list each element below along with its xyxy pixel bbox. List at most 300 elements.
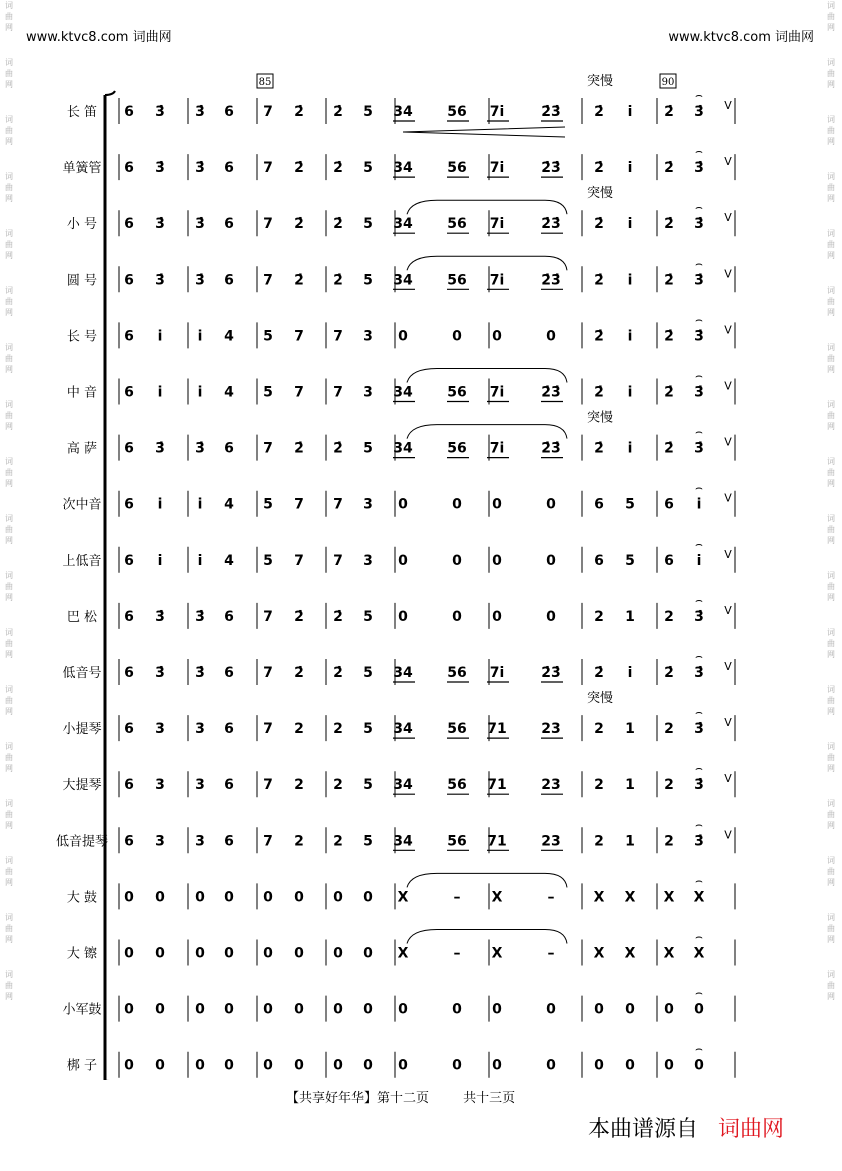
note: 0: [694, 1001, 704, 1018]
note: i: [197, 552, 203, 569]
note: 0: [398, 1057, 408, 1074]
note: 0: [263, 889, 273, 906]
instrument-name: 长 号: [66, 329, 98, 345]
note: 3̇: [155, 272, 165, 289]
instrument-name: 大 镲: [66, 946, 98, 962]
note: 7: [263, 160, 273, 177]
note: 0: [333, 945, 343, 962]
note: 34: [393, 721, 413, 738]
breath-mark: V: [724, 772, 732, 786]
note: 2̇: [664, 328, 674, 345]
note: 3̇: [195, 665, 205, 681]
breath-mark: V: [724, 660, 732, 673]
instrument-name: 圆 号: [66, 273, 98, 289]
note: 2̇: [294, 665, 304, 681]
note: 34: [393, 104, 413, 120]
note: 7i: [489, 216, 505, 233]
rehearsal-mark-90: 90: [661, 77, 675, 88]
instrument-name: 大 鼓: [66, 890, 98, 906]
tempo-marking: 突慢: [586, 186, 614, 202]
note: i: [696, 496, 702, 513]
note: 6: [224, 608, 234, 625]
note: 0: [155, 945, 165, 962]
note: 0: [195, 1057, 205, 1074]
note: 0: [263, 945, 273, 962]
note: 34: [393, 272, 413, 289]
note: 5: [263, 384, 273, 401]
note: 0: [263, 1001, 273, 1018]
note: 2̇: [664, 440, 674, 457]
note: 56: [447, 384, 467, 401]
note: X: [593, 945, 605, 962]
note: 0: [224, 889, 234, 906]
note: i: [627, 160, 633, 177]
note: 6: [224, 160, 234, 177]
watermark-glyph: 词 曲 网: [827, 514, 835, 545]
note: 71: [487, 833, 507, 850]
fermata-mark: ⌢: [695, 368, 703, 383]
note: 6: [224, 665, 234, 681]
watermark-glyph: 词 曲 网: [827, 172, 835, 203]
note: 71: [487, 721, 507, 738]
instrument-name: 上低音: [62, 553, 102, 569]
note: 34: [393, 216, 413, 233]
tempo-marking: 突慢: [586, 74, 614, 89]
note: 5: [363, 272, 373, 289]
note: 2̇: [594, 104, 604, 120]
fermata-mark: ⌢: [695, 424, 703, 439]
note: i: [197, 384, 203, 401]
note: 2̇: [664, 665, 674, 681]
instrument-name: 单簧管: [62, 161, 102, 177]
note: 2̇3̇: [541, 216, 561, 233]
note: 6: [224, 272, 234, 289]
note: 0: [195, 889, 205, 906]
note: 5: [263, 496, 273, 513]
fermata-mark: ⌢: [695, 256, 703, 271]
note: i: [627, 440, 633, 457]
note: 5: [263, 328, 273, 345]
note: X: [397, 889, 409, 906]
breath-mark: V: [724, 379, 732, 393]
note: 56: [447, 721, 467, 738]
instrument-name: 低音号: [62, 666, 102, 681]
note: i: [157, 552, 163, 569]
note: 2̇: [294, 104, 304, 120]
breath-mark: V: [724, 323, 732, 337]
note: 3̇: [694, 721, 704, 738]
slur-phrase: [407, 200, 567, 214]
note: 2̇: [664, 104, 674, 120]
note: 0: [492, 1057, 502, 1074]
note: 3̇: [195, 104, 205, 120]
note: 7: [263, 104, 273, 120]
note: 7i: [489, 665, 505, 681]
note: 0: [546, 1001, 556, 1018]
breath-mark: V: [724, 716, 732, 730]
credit-brand-link[interactable]: 词曲网: [718, 1117, 785, 1142]
note: 5: [625, 552, 635, 569]
breath-mark: V: [724, 491, 732, 505]
note: 7: [263, 833, 273, 850]
note: 2: [333, 833, 343, 850]
note: 3: [155, 721, 165, 738]
credit-text: 本曲谱源自: [588, 1117, 699, 1142]
note: 0: [363, 945, 373, 962]
note: 3̇: [694, 160, 704, 177]
note: 0: [452, 1001, 462, 1018]
note: 2̇: [594, 160, 604, 177]
watermark-glyph: 词 曲 网: [5, 742, 13, 773]
note: 2: [333, 777, 343, 794]
note: 2̇: [333, 216, 343, 233]
note: 0: [546, 552, 556, 569]
note: 6: [124, 104, 134, 120]
instrument-name: 巴 松: [66, 609, 98, 625]
note: 6: [124, 721, 134, 738]
note: 56: [447, 104, 467, 120]
fermata-mark: ⌢: [695, 144, 703, 159]
note: 2̇: [333, 160, 343, 177]
note: 0: [546, 1057, 556, 1074]
note: 2: [594, 608, 604, 625]
fermata-mark: ⌢: [695, 536, 703, 551]
instrument-name: 小 号: [66, 217, 98, 233]
note: 0: [195, 945, 205, 962]
note: 2̇: [594, 328, 604, 345]
note: 2̇3̇: [541, 160, 561, 177]
note: 6: [664, 552, 674, 569]
watermark-glyph: 词 曲 网: [5, 1, 13, 32]
note: 0: [224, 1057, 234, 1074]
note: –: [547, 945, 555, 962]
note: X: [491, 889, 503, 906]
note: 3̇: [155, 104, 165, 120]
note: X: [491, 945, 503, 962]
fermata-mark: ⌢: [695, 985, 703, 1000]
watermark-glyph: 词 曲 网: [5, 400, 13, 431]
note: 7: [333, 384, 343, 401]
note: 5: [363, 216, 373, 233]
note: 7: [294, 496, 304, 513]
note: 0: [452, 608, 462, 625]
note: 5: [363, 665, 373, 681]
note: X: [624, 889, 636, 906]
note: 3̇: [694, 272, 704, 289]
note: 0: [452, 552, 462, 569]
watermark-glyph: 词 曲 网: [827, 400, 835, 431]
note: 3̇: [694, 216, 704, 233]
note: 2̇: [594, 272, 604, 289]
note: 34: [393, 384, 413, 401]
note: 5: [363, 833, 373, 850]
watermark-glyph: 词 曲 网: [5, 799, 13, 830]
footer-title: 【共享好年华】第十二页: [286, 1091, 430, 1106]
note: 5: [263, 552, 273, 569]
note: 4: [224, 552, 234, 569]
slur-phrase: [407, 425, 567, 439]
note: 3̇: [155, 665, 165, 681]
instrument-name: 次中音: [62, 497, 102, 513]
note: 2: [294, 721, 304, 738]
note: 56: [447, 216, 467, 233]
watermark-glyph: 词 曲 网: [5, 457, 13, 488]
note: 1: [625, 721, 635, 738]
note: 4: [224, 328, 234, 345]
note: X: [624, 945, 636, 962]
note: 23: [541, 833, 561, 850]
note: 0: [333, 1001, 343, 1018]
note: 56: [447, 160, 467, 177]
note: i: [627, 104, 633, 120]
note: 2̇: [294, 440, 304, 457]
watermark-glyph: 词 曲 网: [5, 970, 13, 1001]
watermark-glyph: 词 曲 网: [5, 571, 13, 602]
slur-phrase: [407, 256, 567, 270]
note: 2̇3̇: [541, 272, 561, 289]
note: 3̇: [195, 608, 205, 625]
note: 7: [263, 777, 273, 794]
note: 2̇3̇: [541, 665, 561, 681]
instrument-name: 小提琴: [62, 722, 102, 738]
note: 0: [492, 1001, 502, 1018]
note: 23: [541, 777, 561, 794]
note: –: [453, 945, 461, 962]
note: 0: [124, 889, 134, 906]
watermark-glyph: 词 曲 网: [827, 970, 835, 1001]
note: 3: [155, 833, 165, 850]
note: 0: [594, 1001, 604, 1018]
note: 7: [333, 496, 343, 513]
note: 0: [625, 1001, 635, 1018]
note: 6: [224, 104, 234, 120]
fermata-mark: ⌢: [695, 761, 703, 776]
fermata-mark: ⌢: [695, 312, 703, 327]
note: 34: [393, 440, 413, 457]
note: i: [197, 496, 203, 513]
note: 0: [155, 1001, 165, 1018]
note: 2: [294, 833, 304, 850]
slur-phrase: [407, 873, 567, 887]
note: 0: [546, 496, 556, 513]
note: 0: [333, 889, 343, 906]
note: 2̇: [664, 272, 674, 289]
note: i: [157, 496, 163, 513]
instrument-name: 长 笛: [66, 105, 98, 120]
note: 3: [155, 777, 165, 794]
note: i: [627, 665, 633, 681]
note: 3̇: [694, 104, 704, 120]
watermark-glyph: 词 曲 网: [5, 628, 13, 659]
watermark-glyph: 词 曲 网: [5, 913, 13, 944]
note: 2̇: [294, 160, 304, 177]
note: 0: [294, 1057, 304, 1074]
note: 3: [363, 384, 373, 401]
note: 0: [625, 1057, 635, 1074]
note: 3̇: [155, 440, 165, 457]
note: 34: [393, 160, 413, 177]
note: 2̇3̇: [541, 384, 561, 401]
page-footer: [286, 1087, 545, 1106]
note: 6: [124, 272, 134, 289]
note: 56: [447, 440, 467, 457]
slur-phrase: [407, 930, 567, 944]
instrument-name: 梆 子: [66, 1058, 98, 1074]
note: 6: [224, 216, 234, 233]
note: 2̇: [333, 104, 343, 120]
note: 0: [398, 608, 408, 625]
fermata-mark: ⌢: [695, 88, 703, 102]
note: 7: [333, 328, 343, 345]
note: 4: [224, 496, 234, 513]
note: i: [627, 328, 633, 345]
watermark-glyph: 词 曲 网: [827, 115, 835, 146]
note: 34: [393, 665, 413, 681]
note: 2̇: [333, 608, 343, 625]
note: 0: [594, 1057, 604, 1074]
note: 0: [224, 945, 234, 962]
note: –: [453, 889, 461, 906]
note: 0: [124, 1001, 134, 1018]
note: 0: [398, 328, 408, 345]
breath-mark: V: [724, 547, 732, 561]
breath-mark: V: [724, 435, 732, 449]
note: 0: [363, 889, 373, 906]
note: 34: [393, 833, 413, 850]
note: 3: [363, 552, 373, 569]
breath-mark: V: [724, 267, 732, 281]
note: 6: [594, 496, 604, 513]
note: 6: [124, 496, 134, 513]
note: 0: [664, 1001, 674, 1018]
note: 3: [195, 721, 205, 738]
breath-mark: V: [724, 603, 732, 617]
note: 6: [124, 552, 134, 569]
note: 2: [333, 721, 343, 738]
note: 2̇: [594, 665, 604, 681]
note: 6: [124, 608, 134, 625]
note: i: [627, 384, 633, 401]
note: 0: [363, 1057, 373, 1074]
note: 2̇3̇: [541, 440, 561, 457]
note: 1: [625, 608, 635, 625]
note: i: [627, 216, 633, 233]
note: 6: [224, 440, 234, 457]
note: 0: [452, 328, 462, 345]
watermark-glyph: 词 曲 网: [5, 172, 13, 203]
note: 2̇: [333, 665, 343, 681]
site-url-left[interactable]: www.ktvc8.com 词曲网: [26, 30, 172, 45]
instrument-name: 高 萨: [66, 441, 98, 457]
note: 3: [195, 833, 205, 850]
note: 7i: [489, 160, 505, 177]
note: 2̇: [333, 272, 343, 289]
watermark-glyph: 词 曲 网: [5, 343, 13, 374]
note: 0: [124, 945, 134, 962]
note: 2: [594, 721, 604, 738]
watermark-glyph: 词 曲 网: [827, 457, 835, 488]
note: 3̇: [155, 160, 165, 177]
note: 1: [625, 833, 635, 850]
note: 5: [363, 608, 373, 625]
tempo-marking: 突慢: [586, 410, 614, 426]
watermark-glyph: 词 曲 网: [827, 685, 835, 716]
fermata-mark: ⌢: [695, 705, 703, 720]
note: 2̇: [294, 608, 304, 625]
note: 0: [294, 889, 304, 906]
note: 71: [487, 777, 507, 794]
breath-mark: V: [724, 211, 732, 225]
note: 7: [333, 552, 343, 569]
note: 6: [124, 216, 134, 233]
note: 6: [124, 833, 134, 850]
note: 3̇: [694, 384, 704, 401]
note: 0: [155, 1057, 165, 1074]
note: 3̇: [195, 160, 205, 177]
site-url-right[interactable]: www.ktvc8.com 词曲网: [668, 30, 814, 45]
note: 7: [294, 552, 304, 569]
note: 3̇: [694, 833, 704, 850]
note: X: [397, 945, 409, 962]
watermark-glyph: 词 曲 网: [827, 343, 835, 374]
note: 3̇: [694, 777, 704, 794]
note: 0: [224, 1001, 234, 1018]
note: 5: [625, 496, 635, 513]
instrument-name: 小军鼓: [62, 1002, 102, 1018]
note: 0: [452, 496, 462, 513]
watermark-glyph: 词 曲 网: [5, 685, 13, 716]
note: 0: [664, 1057, 674, 1074]
note: i: [627, 272, 633, 289]
note: 3̇: [694, 440, 704, 457]
note: i: [157, 328, 163, 345]
note: i: [696, 552, 702, 569]
note: 2: [664, 833, 674, 850]
note: 6: [664, 496, 674, 513]
tempo-marking: 突慢: [586, 691, 614, 707]
note: 7: [263, 272, 273, 289]
note: 2̇: [594, 384, 604, 401]
note: 6: [124, 440, 134, 457]
note: 0: [155, 889, 165, 906]
note: 2̇: [664, 216, 674, 233]
note: 2: [594, 777, 604, 794]
watermark-glyph: 词 曲 网: [5, 229, 13, 260]
fermata-mark: ⌢: [695, 1041, 703, 1056]
note: 3̇: [195, 216, 205, 233]
bracket-top-hook: [105, 91, 115, 95]
note: 7: [263, 216, 273, 233]
note: 0: [294, 1001, 304, 1018]
note: 0: [694, 1057, 704, 1074]
note: 2: [664, 608, 674, 625]
note: 5: [363, 440, 373, 457]
note: 0: [333, 1057, 343, 1074]
note: 56: [447, 272, 467, 289]
note: 7: [263, 665, 273, 681]
note: 0: [294, 945, 304, 962]
note: 56: [447, 777, 467, 794]
breath-mark: V: [724, 99, 732, 112]
note: 2̇: [294, 216, 304, 233]
note: 5: [363, 160, 373, 177]
note: 2̇: [594, 440, 604, 457]
fermata-mark: ⌢: [695, 480, 703, 495]
note: 7: [294, 328, 304, 345]
note: 2̇: [594, 216, 604, 233]
watermark-glyph: 词 曲 网: [827, 799, 835, 830]
fermata-mark: ⌢: [695, 649, 703, 663]
